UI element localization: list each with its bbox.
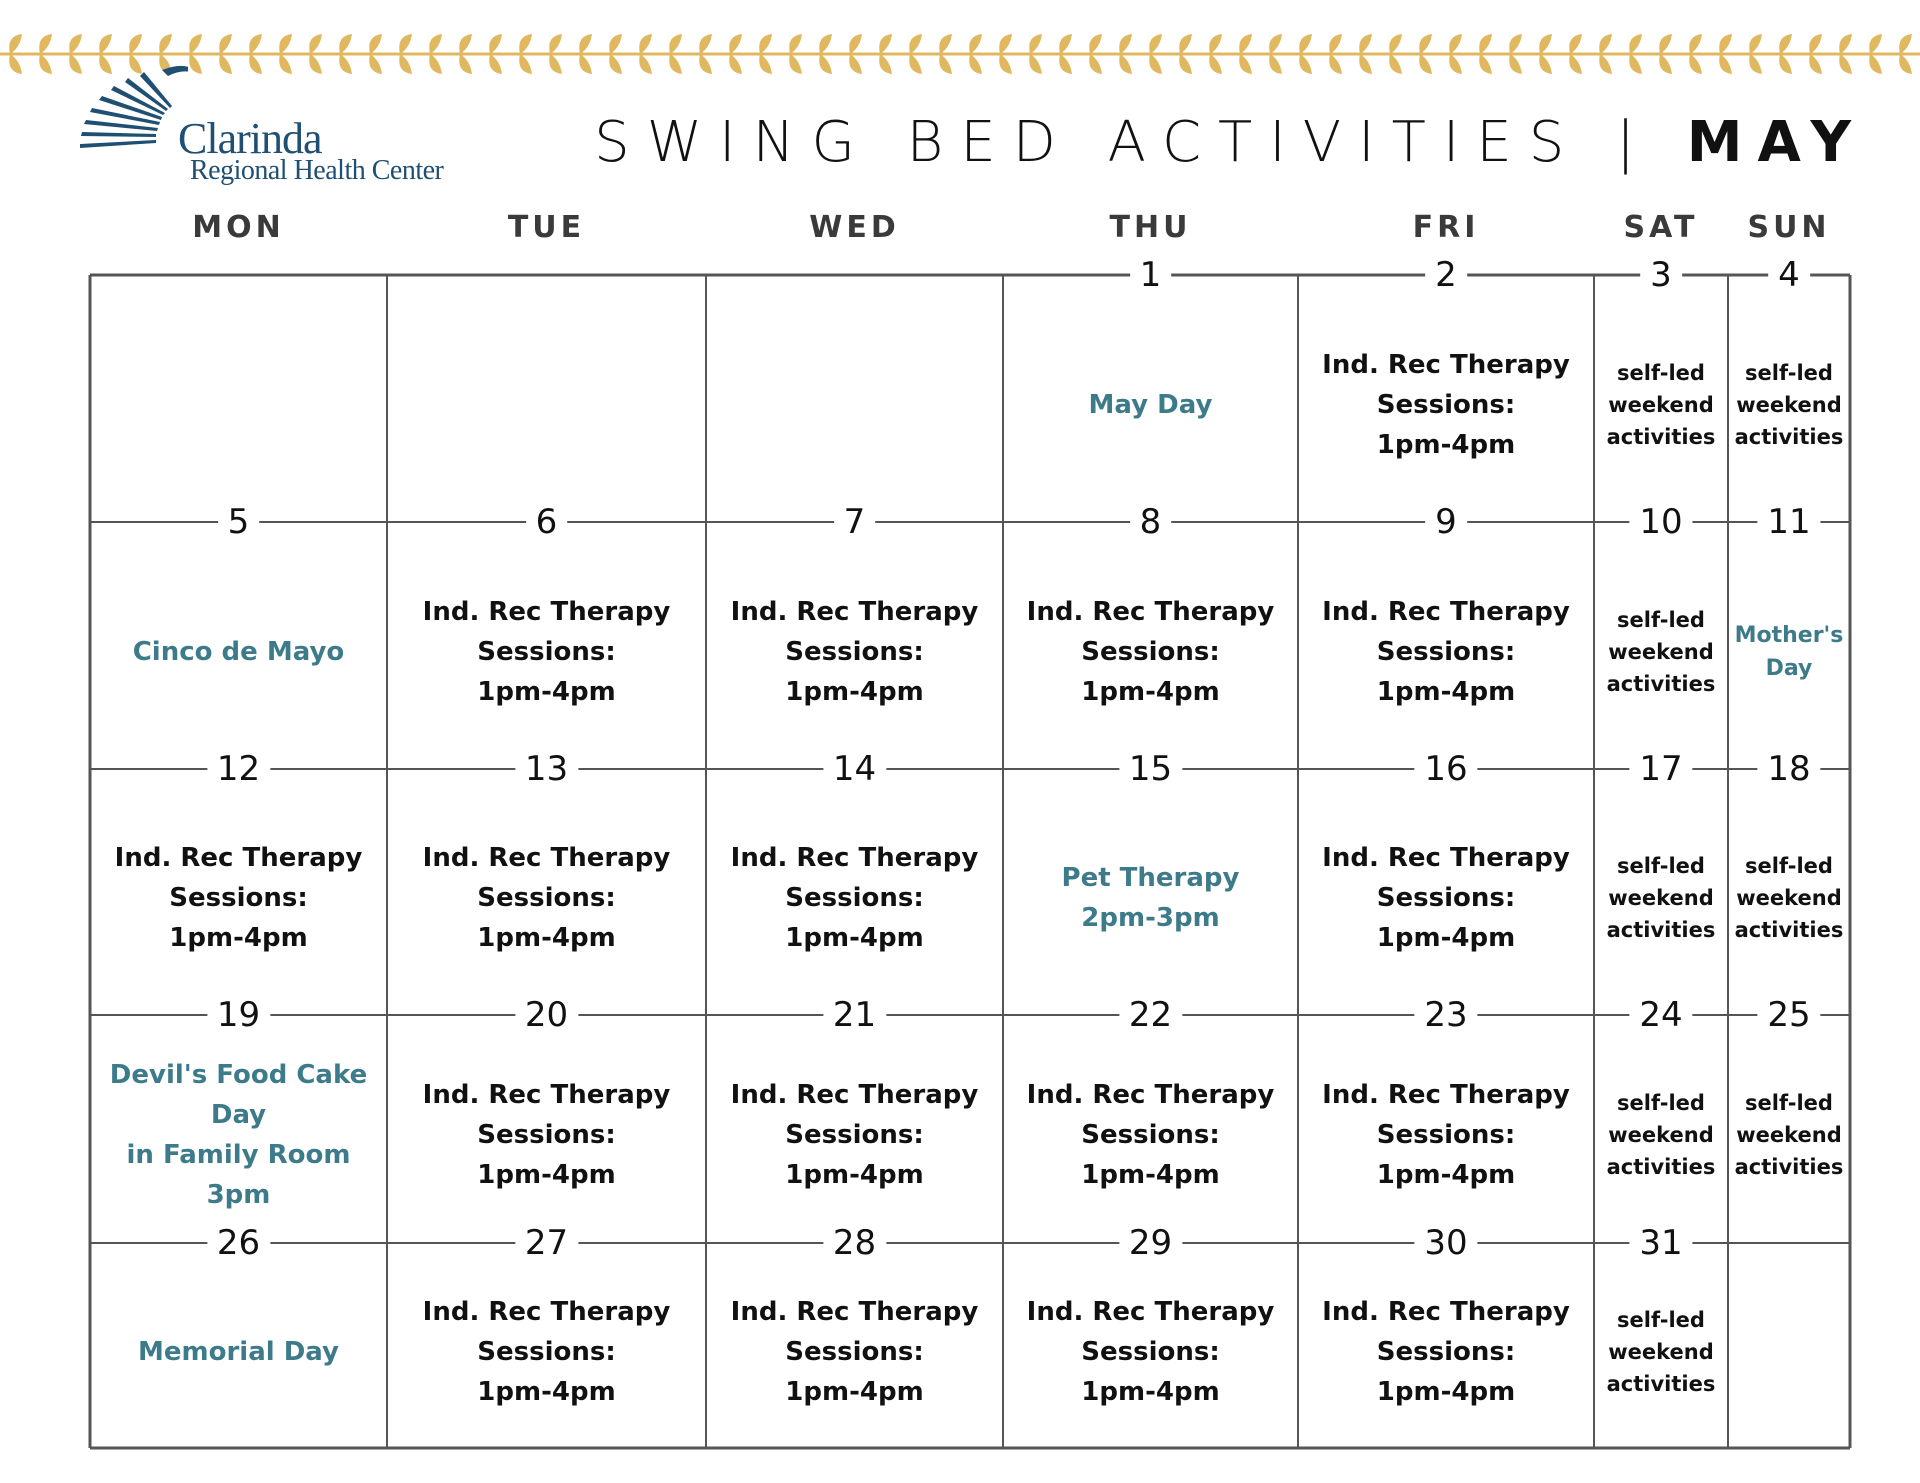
event-line: 1pm-4pm: [1376, 923, 1516, 953]
vine-leaf: [1179, 54, 1192, 74]
date-number: 9: [1425, 502, 1467, 542]
event-line: Ind. Rec Therapy: [1322, 843, 1570, 873]
vine-leaf: [1029, 34, 1042, 54]
event-line: weekend: [1608, 1339, 1714, 1364]
vine-leaf: [1419, 54, 1432, 74]
calendar-event: [1322, 1075, 1570, 1195]
event-line: 1pm-4pm: [477, 923, 616, 953]
event-line: Ind. Rec Therapy: [422, 1296, 671, 1327]
vine-leaf: [849, 54, 862, 74]
vine-leaf: [1209, 54, 1222, 74]
calendar-event: [423, 592, 671, 712]
vine-leaf: [579, 34, 592, 54]
event-line: weekend: [1608, 1123, 1714, 1147]
calendar-event: [1027, 1292, 1275, 1412]
vine-leaf: [759, 54, 772, 74]
calendar-event: [731, 1075, 979, 1195]
event-line: Ind. Rec Therapy: [422, 1080, 671, 1110]
weekday-sat: SAT: [1623, 210, 1699, 245]
vine-leaf: [1689, 54, 1702, 74]
vine-leaf: [309, 34, 322, 54]
calendar-event: [1607, 357, 1716, 453]
event-line: activities: [1606, 1371, 1716, 1396]
vine-leaf: [909, 34, 922, 54]
date-number: 2: [1425, 255, 1467, 295]
date-number: 24: [1629, 995, 1692, 1035]
calendar-event: [133, 632, 345, 672]
vine-leaf: [1329, 34, 1342, 54]
date-number: 4: [1768, 255, 1810, 295]
vine-leaf: [1599, 34, 1612, 54]
event-line: 1pm-4pm: [1376, 676, 1516, 707]
event-line: Sessions:: [785, 1120, 924, 1150]
event-line: self-led: [1617, 607, 1705, 632]
event-line: activities: [1734, 424, 1844, 449]
vine-leaf: [1659, 34, 1672, 54]
vine-leaf: [1269, 34, 1282, 54]
event-line: Ind. Rec Therapy: [114, 843, 363, 873]
event-line: 2pm-3pm: [1081, 903, 1220, 933]
calendar-event: [1322, 592, 1570, 712]
calendar-event: [1322, 838, 1570, 958]
vine-leaf: [789, 34, 802, 54]
event-line: Sessions:: [1081, 1336, 1220, 1367]
vine-leaf: [1059, 54, 1072, 74]
date-number: 18: [1757, 749, 1820, 789]
vine-leaf: [189, 34, 202, 54]
event-line: Ind. Rec Therapy: [730, 1296, 979, 1327]
event-line: Devil's Food Cake: [109, 1060, 368, 1090]
calendar-event: [1607, 1087, 1716, 1183]
event-line: Sessions:: [477, 883, 616, 913]
vine-leaf: [1479, 34, 1492, 54]
event-line: 1pm-4pm: [1376, 1160, 1516, 1190]
event-line: Sessions:: [477, 1336, 616, 1367]
vine-leaf: [1479, 54, 1492, 74]
event-line: Ind. Rec Therapy: [1026, 1296, 1275, 1327]
event-line: 1pm-4pm: [1376, 429, 1516, 460]
calendar-event: [1735, 1087, 1844, 1183]
event-line: weekend: [1736, 392, 1842, 417]
vine-leaf: [1299, 54, 1312, 74]
vine-leaf: [1059, 34, 1072, 54]
vine-leaf: [159, 34, 172, 54]
date-number: 15: [1119, 749, 1182, 789]
vine-leaf: [1149, 54, 1162, 74]
vine-leaf: [459, 54, 472, 74]
vine-leaf: [939, 54, 952, 74]
event-line: 1pm-4pm: [785, 676, 924, 707]
vine-leaf: [729, 54, 742, 74]
vine-leaf: [339, 34, 352, 54]
page-title: [594, 110, 1866, 175]
calendar-event: [1089, 385, 1213, 425]
vine-leaf: [639, 54, 652, 74]
event-line: 1pm-4pm: [1376, 1376, 1516, 1407]
vine-leaf: [939, 34, 952, 54]
event-line: activities: [1734, 918, 1844, 942]
vine-leaf: [1689, 34, 1702, 54]
event-line: May Day: [1088, 389, 1213, 420]
calendar-event: [423, 838, 671, 958]
vine-leaf: [699, 34, 712, 54]
vine-leaf: [1239, 34, 1252, 54]
vine-leaf: [669, 34, 682, 54]
date-number: 28: [823, 1223, 886, 1263]
calendar-event: [1735, 850, 1844, 946]
event-line: Mother's: [1734, 622, 1844, 648]
vine-leaf: [1359, 54, 1372, 74]
event-line: Ind. Rec Therapy: [730, 843, 979, 873]
vine-leaf: [819, 54, 832, 74]
event-line: Ind. Rec Therapy: [730, 596, 979, 627]
calendar-event: [1607, 850, 1716, 946]
vine-leaf: [1569, 54, 1582, 74]
event-line: activities: [1606, 1155, 1716, 1179]
vine-leaf: [99, 34, 112, 54]
event-line: self-led: [1617, 360, 1705, 385]
vine-leaf: [1839, 34, 1852, 54]
vine-leaf: [519, 54, 532, 74]
event-line: Sessions:: [477, 636, 616, 667]
event-line: Ind. Rec Therapy: [422, 843, 671, 873]
date-number: 16: [1414, 749, 1477, 789]
vine-leaf: [1629, 34, 1642, 54]
calendar-event: [731, 592, 979, 712]
vine-leaf: [639, 34, 652, 54]
vine-leaf: [759, 34, 772, 54]
event-line: 1pm-4pm: [1081, 1160, 1220, 1190]
event-line: 1pm-4pm: [477, 1376, 616, 1407]
event-line: in Family Room: [126, 1140, 351, 1170]
event-line: Ind. Rec Therapy: [730, 1080, 979, 1110]
calendar-event: [1607, 604, 1716, 700]
event-line: Day: [210, 1100, 267, 1130]
vine-leaf: [1899, 54, 1912, 74]
vine-leaf: [1749, 34, 1762, 54]
date-number: 13: [515, 749, 578, 789]
event-line: weekend: [1608, 392, 1714, 417]
event-line: 3pm: [206, 1180, 271, 1210]
vine-leaf: [1749, 54, 1762, 74]
date-number: 6: [526, 502, 568, 542]
brand-subtitle: Regional Health Center: [190, 155, 444, 186]
event-line: Ind. Rec Therapy: [1322, 1080, 1570, 1110]
event-line: 1pm-4pm: [785, 1160, 924, 1190]
vine-leaf: [1419, 34, 1432, 54]
vine-leaf: [1509, 54, 1522, 74]
vine-leaf: [39, 34, 52, 54]
vine-leaf: [489, 34, 502, 54]
vine-leaf: [1779, 54, 1792, 74]
vine-leaf: [9, 54, 22, 74]
event-line: Ind. Rec Therapy: [422, 596, 671, 627]
date-number: 20: [515, 995, 578, 1035]
date-number: 27: [515, 1223, 578, 1263]
vine-leaf: [1449, 54, 1462, 74]
date-number: 3: [1640, 255, 1682, 295]
vine-leaf: [1839, 54, 1852, 74]
vine-leaf: [1209, 34, 1222, 54]
event-line: Ind. Rec Therapy: [1322, 596, 1570, 627]
vine-leaf: [879, 54, 892, 74]
vine-leaf: [1659, 54, 1672, 74]
calendar-event: [1735, 357, 1844, 453]
calendar-event: [1027, 592, 1275, 712]
vine-leaf: [999, 34, 1012, 54]
vine-leaf: [1149, 34, 1162, 54]
date-number: 21: [823, 995, 886, 1035]
vine-leaf: [1299, 34, 1312, 54]
event-line: Cinco de Mayo: [132, 636, 345, 667]
date-number: 11: [1757, 502, 1820, 542]
date-number: 14: [823, 749, 886, 789]
event-line: Memorial Day: [138, 1336, 339, 1367]
calendar-event: [731, 838, 979, 958]
vine-leaf: [1089, 54, 1102, 74]
date-number: 12: [207, 749, 270, 789]
vine-leaf: [129, 34, 142, 54]
event-line: Sessions:: [1376, 636, 1516, 667]
event-line: activities: [1606, 671, 1716, 696]
vine-leaf: [1239, 54, 1252, 74]
event-line: 1pm-4pm: [1081, 676, 1220, 707]
date-number: 23: [1414, 995, 1477, 1035]
event-line: activities: [1606, 918, 1716, 942]
brand-name: Clarinda: [178, 114, 322, 163]
vine-leaf: [1899, 34, 1912, 54]
event-line: Pet Therapy: [1061, 863, 1240, 893]
vine-leaf: [1539, 34, 1552, 54]
event-line: activities: [1606, 424, 1716, 449]
vine-leaf: [819, 34, 832, 54]
vine-leaf: [1869, 34, 1882, 54]
clarinda-logo: [78, 58, 458, 188]
vine-leaf: [1179, 34, 1192, 54]
calendar-event: [1322, 1292, 1570, 1412]
event-line: activities: [1734, 1155, 1844, 1179]
calendar-event: [1735, 619, 1844, 685]
vine-leaf: [39, 54, 52, 74]
vine-leaf: [969, 34, 982, 54]
date-number: 19: [207, 995, 270, 1035]
event-line: Ind. Rec Therapy: [1322, 1296, 1570, 1327]
event-line: Sessions:: [169, 883, 308, 913]
calendar-event: [138, 1332, 339, 1372]
vine-leaf: [549, 34, 562, 54]
event-line: self-led: [1617, 854, 1705, 878]
vine-leaf: [249, 34, 262, 54]
vine-leaf: [1719, 34, 1732, 54]
title-text: SWING BED ACTIVITIES |: [594, 110, 1687, 175]
date-number: 10: [1629, 502, 1692, 542]
vine-leaf: [1359, 34, 1372, 54]
event-line: Sessions:: [1081, 1120, 1220, 1150]
vine-leaf: [1269, 54, 1282, 74]
vine-leaf: [909, 54, 922, 74]
vine-leaf: [609, 54, 622, 74]
vine-leaf: [429, 34, 442, 54]
date-number: 1: [1130, 255, 1172, 295]
event-line: 1pm-4pm: [477, 676, 616, 707]
vine-leaf: [999, 54, 1012, 74]
date-number: 17: [1629, 749, 1692, 789]
calendar-event: [1027, 1075, 1275, 1195]
vine-leaf: [669, 54, 682, 74]
event-line: weekend: [1608, 886, 1714, 910]
event-line: self-led: [1745, 1091, 1833, 1115]
date-number: 30: [1414, 1223, 1477, 1263]
vine-leaf: [1869, 54, 1882, 74]
vine-leaf: [369, 34, 382, 54]
vine-leaf: [399, 34, 412, 54]
event-line: Sessions:: [1376, 1336, 1516, 1367]
date-number: 22: [1119, 995, 1182, 1035]
vine-leaf: [1809, 54, 1822, 74]
event-line: self-led: [1617, 1307, 1705, 1332]
calendar-event: [423, 1075, 671, 1195]
event-line: Sessions:: [477, 1120, 616, 1150]
vine-leaf: [519, 34, 532, 54]
sunburst-logo-icon: [78, 58, 188, 168]
calendar-event: [115, 838, 363, 958]
calendar-event: [110, 1055, 367, 1215]
vine-leaf: [699, 54, 712, 74]
event-line: Sessions:: [1376, 1120, 1516, 1150]
vine-leaf: [219, 34, 232, 54]
vine-leaf: [1539, 54, 1552, 74]
event-line: self-led: [1617, 1091, 1705, 1115]
vine-leaf: [549, 54, 562, 74]
date-number: 31: [1629, 1223, 1692, 1263]
vine-leaf: [1569, 34, 1582, 54]
event-line: weekend: [1608, 639, 1714, 664]
vine-leaf: [849, 34, 862, 54]
event-line: 1pm-4pm: [169, 923, 308, 953]
date-number: 25: [1757, 995, 1820, 1035]
event-line: Sessions:: [1376, 883, 1516, 913]
event-line: Ind. Rec Therapy: [1026, 596, 1275, 627]
vine-leaf: [69, 34, 82, 54]
weekday-tue: TUE: [507, 210, 586, 245]
vine-leaf: [489, 54, 502, 74]
vine-leaf: [789, 54, 802, 74]
vine-leaf: [969, 54, 982, 74]
calendar-event: [1322, 345, 1570, 465]
event-line: weekend: [1736, 886, 1842, 910]
event-line: 1pm-4pm: [1081, 1376, 1220, 1407]
calendar-event: [731, 1292, 979, 1412]
vine-leaf: [1719, 54, 1732, 74]
vine-leaf: [9, 34, 22, 54]
event-line: Ind. Rec Therapy: [1026, 1080, 1275, 1110]
vine-leaf: [1119, 34, 1132, 54]
vine-leaf: [1389, 54, 1402, 74]
weekday-thu: THU: [1109, 210, 1192, 245]
vine-leaf: [1389, 34, 1402, 54]
weekday-sun: SUN: [1747, 210, 1831, 245]
vine-leaf: [1029, 54, 1042, 74]
date-number: 29: [1119, 1223, 1182, 1263]
calendar-event: [423, 1292, 671, 1412]
event-line: 1pm-4pm: [785, 1376, 924, 1407]
vine-leaf: [1599, 54, 1612, 74]
vine-leaf: [879, 34, 892, 54]
date-number: 8: [1130, 502, 1172, 542]
event-line: Sessions:: [1081, 636, 1220, 667]
event-line: 1pm-4pm: [477, 1160, 616, 1190]
calendar-event: [1607, 1304, 1716, 1400]
event-line: Sessions:: [785, 1336, 924, 1367]
event-line: 1pm-4pm: [785, 923, 924, 953]
event-line: Ind. Rec Therapy: [1322, 349, 1570, 380]
date-number: 26: [207, 1223, 270, 1263]
vine-leaf: [1329, 54, 1342, 74]
weekday-fri: FRI: [1412, 210, 1480, 245]
vine-leaf: [1809, 34, 1822, 54]
weekday-mon: MON: [192, 210, 285, 245]
vine-leaf: [609, 34, 622, 54]
vine-leaf: [1779, 34, 1792, 54]
vine-leaf: [459, 34, 472, 54]
event-line: Day: [1765, 655, 1813, 681]
vine-leaf: [1119, 54, 1132, 74]
vine-leaf: [729, 34, 742, 54]
event-line: Sessions:: [785, 636, 924, 667]
event-line: Sessions:: [785, 883, 924, 913]
vine-leaf: [1089, 34, 1102, 54]
weekday-wed: WED: [809, 210, 900, 245]
title-month: MAY: [1686, 110, 1866, 175]
vine-leaf: [1449, 34, 1462, 54]
vine-leaf: [1629, 54, 1642, 74]
event-line: self-led: [1745, 854, 1833, 878]
event-line: weekend: [1736, 1123, 1842, 1147]
vine-leaf: [1509, 34, 1522, 54]
event-line: Sessions:: [1376, 389, 1516, 420]
calendar-event: [1062, 858, 1240, 938]
date-number: 7: [834, 502, 876, 542]
event-line: self-led: [1745, 360, 1833, 385]
vine-leaf: [579, 54, 592, 74]
date-number: 5: [218, 502, 260, 542]
vine-leaf: [279, 34, 292, 54]
